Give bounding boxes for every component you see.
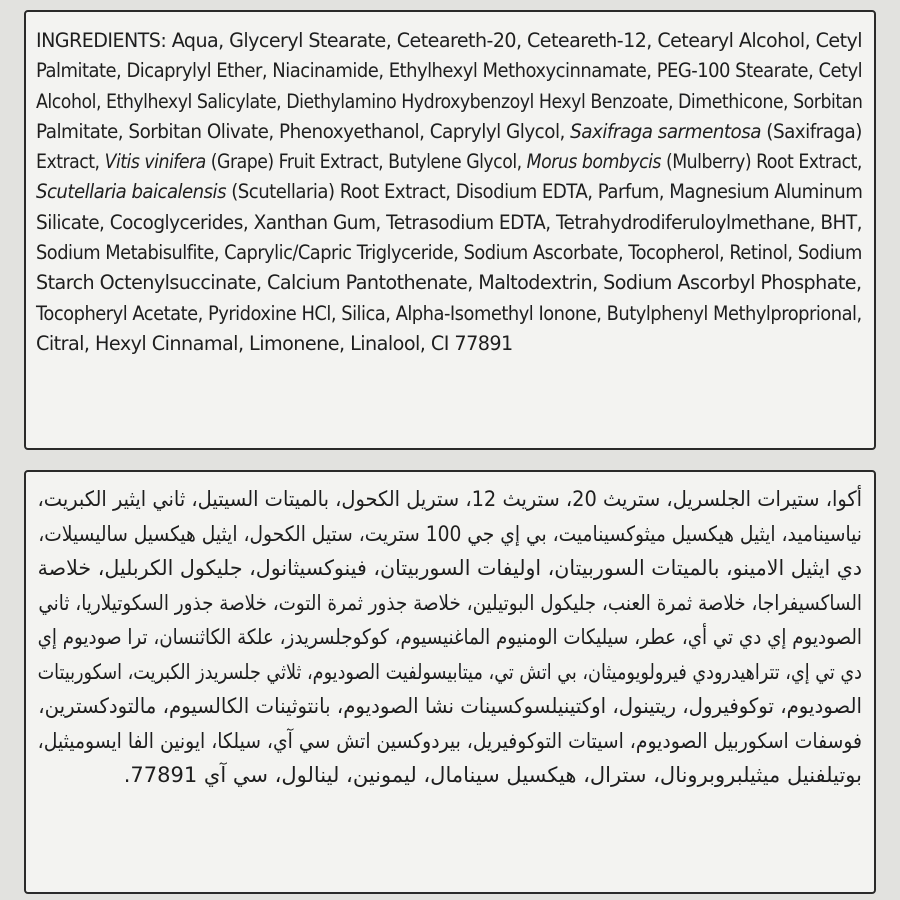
arabic-ingredients-line: دي تي إي، تتراهيدرودي فيرولويوميثان، بي اتش تي، ميتابيسولفيت الصوديوم، ثلاثي جلسريدز الكبريت، اسكوربيتات	[37, 659, 862, 684]
ingredient-text: Sodium Metabisulfite, Caprylic/Capric Triglyceride, Sodium Ascorbate, Tocopherol, Retinol, Sodium	[36, 241, 862, 265]
botanical-name: Scutellaria baicalensis	[36, 180, 226, 204]
english-ingredients-line	[36, 117, 862, 147]
botanical-name: Morus bombycis	[526, 150, 661, 174]
arabic-ingredients-panel	[24, 470, 876, 894]
ingredient-text: (Grape) Fruit Extract, Butylene Glycol,	[205, 150, 527, 174]
ingredient-text: INGREDIENTS: Aqua, Glyceryl Stearate, Ceteareth-20, Ceteareth-12, Cetearyl Alcohol, Cetyl	[36, 29, 862, 52]
ingredient-text: Extract,	[36, 150, 105, 174]
english-ingredients-line	[36, 177, 863, 207]
arabic-ingredients-line: دي ايثيل الامينو، بالميتات السوربيتان، اوليفات السوربيتان، فينوكسيثانول، جليكول الكربليل، خلاصة	[37, 556, 862, 580]
ingredient-text: Starch Octenylsuccinate, Calcium Pantothenate, Maltodextrin, Sodium Ascorbyl Phosphate,	[36, 271, 862, 295]
botanical-name: Saxifraga sarmentosa	[570, 119, 761, 143]
arabic-ingredients-text	[38, 482, 862, 793]
english-ingredients-line	[36, 26, 862, 56]
english-ingredients-panel	[24, 10, 876, 450]
ingredient-text: Palmitate, Dicaprylyl Ether, Niacinamide, Ethylhexyl Methoxycinnamate, PEG-100 Stearate, Cetyl	[36, 59, 863, 83]
english-ingredients-line	[36, 87, 863, 117]
english-ingredients-line	[36, 208, 863, 238]
english-ingredients-line	[36, 329, 862, 359]
arabic-ingredients-line: الصوديوم، توكوفيرول، ريتينول، اوكتينيلسوكسينات نشا الصوديوم، بانتوثينات الكالسيوم، مالتودكسترين،	[38, 694, 862, 718]
english-ingredients-text	[36, 26, 862, 359]
arabic-ingredients-line: الصوديوم إي دي تي أي، عطر، سيليكات الومنيوم الماغنيسيوم، كوكوجلسريدز، علكة الكاثنسان، ترا صوديوم إي	[37, 625, 862, 649]
english-ingredients-line	[36, 268, 862, 298]
english-ingredients-line	[36, 299, 862, 329]
arabic-ingredients-line: بوتيلفنيل ميثيلبروبرونال، سترال، هيكسيل سينامال، ليمونين، لينالول، سي آي 77891.	[123, 763, 862, 787]
english-ingredients-line	[36, 238, 862, 268]
ingredient-text: Citral, Hexyl Cinnamal, Limonene, Linalool, CI 77891	[36, 331, 513, 355]
ingredient-text: Alcohol, Ethylhexyl Salicylate, Diethylamino Hydroxybenzoyl Hexyl Benzoate, Dimethicone, Sorbitan	[36, 89, 863, 113]
ingredient-text: Tocopheryl Acetate, Pyridoxine HCl, Silica, Alpha-Isomethyl Ionone, Butylphenyl Methylproprional,	[36, 301, 862, 325]
arabic-ingredients-line: أكوا، ستيرات الجلسريل، ستريث 20، ستريث 12، ستريل الكحول، بالميتات السيتيل، ثاني ايثير الكبريت،	[37, 487, 862, 511]
english-ingredients-line	[36, 56, 863, 86]
english-ingredients-line	[36, 147, 862, 177]
ingredient-text: Palmitate, Sorbitan Olivate, Phenoxyethanol, Caprylyl Glycol,	[36, 119, 571, 143]
ingredient-text: (Saxifraga)	[760, 119, 862, 143]
arabic-ingredients-line: الساكسيفراجا، خلاصة ثمرة العنب، جليكول البوتيلين، خلاصة جذور ثمرة التوت، خلاصة جذور السكوتيلاريا، ثاني	[38, 590, 863, 615]
ingredient-text: Silicate, Cocoglycerides, Xanthan Gum, Tetrasodium EDTA, Tetrahydrodiferuloylmethane, BHT,	[36, 210, 863, 234]
arabic-ingredients-line: نياسيناميد، ايثيل هيكسيل ميثوكسيناميت، بي إي جي 100 ستريت، ستيل الكحول، ايثيل هيكسيل ساليسيلات،	[38, 521, 862, 546]
ingredient-text: (Mulberry) Root Extract,	[660, 150, 862, 174]
botanical-name: Vitis vinifera	[104, 150, 206, 174]
ingredient-text: (Scutellaria) Root Extract, Disodium EDTA, Parfum, Magnesium Aluminum	[225, 180, 863, 204]
arabic-ingredients-line: فوسفات اسكوربيل الصوديوم، اسيتات التوكوفيريل، بيردوكسين اتش سي آي، سيلكا، ايونين الفا ايسوميثيل،	[37, 728, 862, 753]
